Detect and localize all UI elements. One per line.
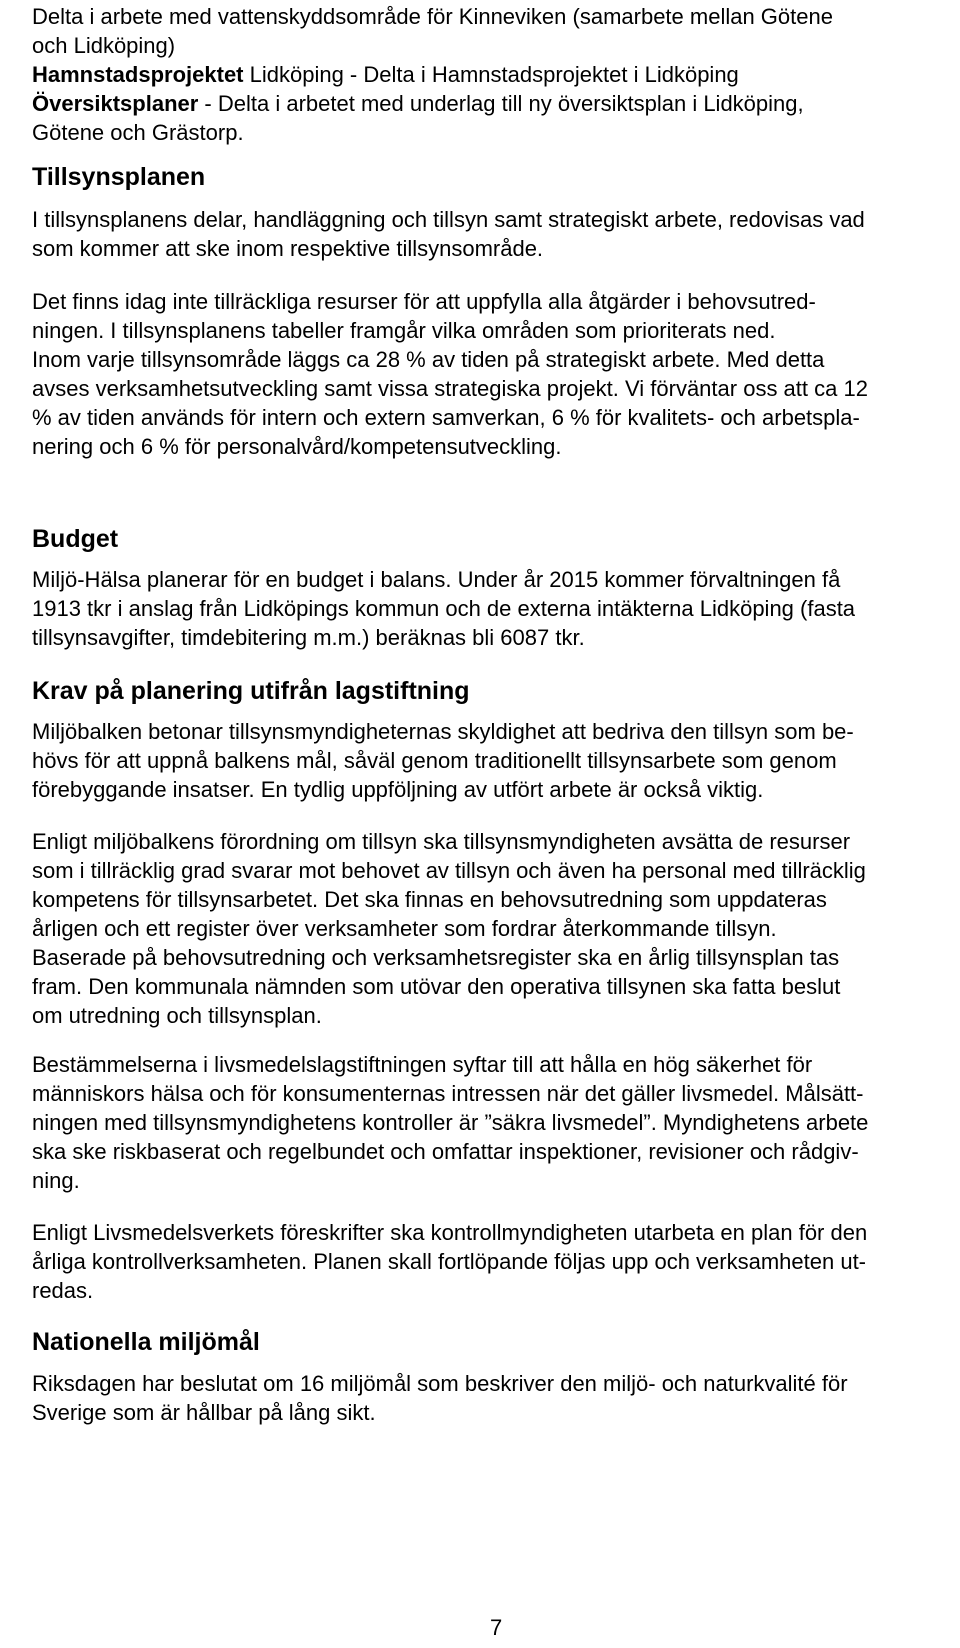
intro-line: och Lidköping): [32, 33, 176, 58]
text-line: som i tillräcklig grad svarar mot behovet av tillsyn och även ha personal med tillräcklig: [32, 858, 866, 883]
krav-paragraph-4: [32, 1218, 932, 1305]
text-line: Miljö-Hälsa planerar för en budget i balans. Under år 2015 kommer förvaltningen få: [32, 567, 841, 592]
text-line: tillsynsavgifter, timdebitering m.m.) beräknas bli 6087 tkr.: [32, 625, 585, 650]
text-line: ska ske riskbaserat och regelbundet och omfattar inspektioner, revisioner och rådgiv-: [32, 1139, 859, 1164]
budget-paragraph: [32, 565, 932, 652]
krav-paragraph-3: [32, 1050, 932, 1195]
text-line: ningen med tillsynsmyndighetens kontroller är ”säkra livsmedel”. Myndighetens arbete: [32, 1110, 869, 1135]
text-line: Enligt Livsmedelsverkets föreskrifter ska kontrollmyndigheten utarbeta en plan för den: [32, 1220, 868, 1245]
page-number: 7: [490, 1615, 503, 1640]
intro-line-rest: Lidköping - Delta i Hamnstadsprojektet i Lidköping: [243, 62, 739, 87]
text-line: Enligt miljöbalkens förordning om tillsyn ska tillsynsmyndigheten avsätta de resurser: [32, 829, 851, 854]
intro-block: [32, 2, 932, 147]
text-line: Riksdagen har beslutat om 16 miljömål som beskriver den miljö- och naturkvalité för: [32, 1371, 848, 1396]
text-line: om utredning och tillsynsplan.: [32, 1003, 322, 1028]
text-line: avses verksamhetsutveckling samt vissa strategiska projekt. Vi förväntar oss att ca 12: [32, 376, 868, 401]
intro-line: Götene och Grästorp.: [32, 120, 244, 145]
text-line: Miljöbalken betonar tillsynsmyndigheternas skyldighet att bedriva den tillsyn som be-: [32, 719, 854, 744]
text-line: Baserade på behovsutredning och verksamhetsregister ska en årlig tillsynsplan tas: [32, 945, 840, 970]
text-line: ningen. I tillsynsplanens tabeller framgår vilka områden som prioriterats ned.: [32, 318, 776, 343]
text-line: % av tiden används för intern och extern samverkan, 6 % för kvalitets- och arbetspla-: [32, 405, 860, 430]
text-line: Det finns idag inte tillräckliga resurser för att uppfylla alla åtgärder i behovsutred-: [32, 289, 816, 314]
text-line: 1913 tkr i anslag från Lidköpings kommun och de externa intäkterna Lidköping (fasta: [32, 596, 856, 621]
intro-line: Delta i arbete med vattenskyddsområde för Kinneviken (samarbete mellan Götene: [32, 4, 833, 29]
intro-line: [32, 60, 932, 89]
text-line: ning.: [32, 1168, 80, 1193]
tillsyn-heading: Tillsynsplanen: [32, 163, 206, 191]
text-line: Bestämmelserna i livsmedelslagstiftningen syftar till att hålla en hög säkerhet för: [32, 1052, 813, 1077]
text-line: förebyggande insatser. En tydlig uppföljning av utfört arbete är också viktig.: [32, 777, 764, 802]
text-line: Sverige som är hållbar på lång sikt.: [32, 1400, 376, 1425]
miljomal-heading: Nationella miljömål: [32, 1328, 260, 1356]
text-line: årliga kontrollverksamheten. Planen skall fortlöpande följas upp och verksamheten ut-: [32, 1249, 867, 1274]
budget-heading: Budget: [32, 525, 119, 553]
text-line: redas.: [32, 1278, 94, 1303]
intro-line: [32, 89, 932, 118]
text-line: hövs för att uppnå balkens mål, såväl genom traditionellt tillsynsarbete som genom: [32, 748, 837, 773]
krav-paragraph-1: [32, 717, 932, 804]
text-line: fram. Den kommunala nämnden som utövar den operativa tillsynen ska fatta beslut: [32, 974, 841, 999]
miljomal-paragraph: [32, 1369, 932, 1427]
text-line: Inom varje tillsynsområde läggs ca 28 % av tiden på strategiskt arbete. Med detta: [32, 347, 825, 372]
krav-heading: Krav på planering utifrån lagstiftning: [32, 677, 470, 705]
text-line: årligen och ett register över verksamheter som fordrar återkommande tillsyn.: [32, 916, 777, 941]
tillsyn-paragraph-1: [32, 205, 932, 263]
krav-paragraph-2: [32, 827, 932, 1030]
intro-line-rest: - Delta i arbetet med underlag till ny översiktsplan i Lidköping,: [198, 91, 804, 116]
text-line: I tillsynsplanens delar, handläggning och tillsyn samt strategiskt arbete, redovisas vad: [32, 207, 865, 232]
text-line: människors hälsa och för konsumenternas intressen när det gäller livsmedel. Målsätt-: [32, 1081, 864, 1106]
intro-bold-term: Hamnstadsprojektet: [32, 62, 244, 87]
tillsyn-paragraph-2: [32, 287, 932, 461]
text-line: nering och 6 % för personalvård/kompetensutveckling.: [32, 434, 562, 459]
intro-bold-term: Översiktsplaner: [32, 91, 199, 116]
text-line: kompetens för tillsynsarbetet. Det ska finnas en behovsutredning som uppdateras: [32, 887, 827, 912]
text-line: som kommer att ske inom respektive tillsynsområde.: [32, 236, 544, 261]
